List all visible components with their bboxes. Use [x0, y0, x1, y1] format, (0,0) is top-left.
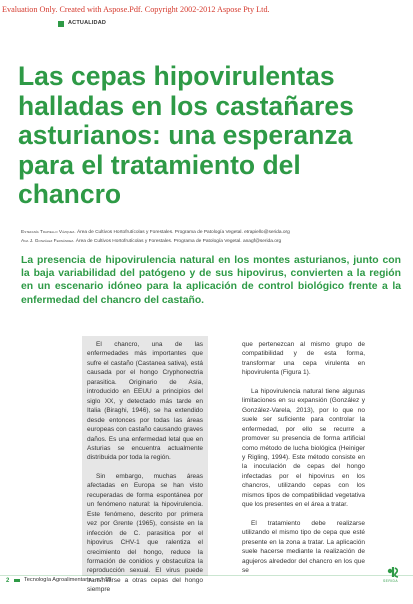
body-paragraph: La hipovirulencia natural tiene algunas limitaciones en su expansión (González y González-Varela, 2013), por lo que no suele ser suficiente para controlar la enfermedad, por ello se recurre a promover su presencia de forma artificial como método de lucha biológica (Heiniger y Rigling, 1994). Este método consiste en la inoculación de cepas del hongo infectadas por el hipovirus en los chancros, utilizando cepas con los mismos tipos de compatibilidad vegetativa que los presentes en el área a tratar.	[242, 387, 365, 509]
author-name: Ana J. González Fernández.	[21, 239, 75, 244]
evaluation-watermark: Evaluation Only. Created with Aspose.Pdf. Copyright 2002-2012 Aspose Pty Ltd.	[2, 5, 270, 14]
footer-divider	[0, 575, 413, 576]
author-affiliation: Área de Cultivos Hortofrutícolas y Forestales. Programa de Patología Vegetal. etrapiello@serida.org	[76, 230, 290, 235]
logo-text: SERIDA	[383, 579, 399, 583]
lead-paragraph: La presencia de hipovirulencia natural en los montes asturianos, junto con la baja variabilidad del patógeno y de sus hipovirus, convierten a la región en un escenario idóneo para la aplicación de control biológico frente a la enfermedad del chancro del castaño.	[21, 255, 401, 306]
author-name: Estefanía Trapiello Vázquez.	[21, 230, 76, 235]
section-marker-icon	[58, 21, 64, 27]
body-column-2	[242, 340, 365, 584]
author-line	[21, 228, 401, 237]
journal-name: Tecnología Agroalimentaria - n.º 19	[24, 577, 111, 583]
authors-block	[21, 228, 401, 246]
section-label: ACTUALIDAD	[68, 20, 107, 26]
article-body	[82, 336, 382, 594]
author-affiliation: Área de Cultivos Hortofrutícolas y Forestales. Programa de Patología Vegetal. anagf@serida.org	[75, 239, 282, 244]
author-line	[21, 237, 401, 246]
body-paragraph: Sin embargo, muchas áreas afectadas en Europa se han visto recuperadas de forma espontánea por un fenómeno natural: la hipovirulencia. Este fenómeno, descrito por primera vez por Grente (1965), consiste en la infección de C. parasitica por el hipovirus CHV-1 que ralentiza el crecimiento del hongo, reduce la formación de conidios y obstaculiza la reproducción sexual. El virus puede transmitirse a otras cepas del hongo siempre	[87, 472, 203, 594]
body-paragraph: El chancro, una de las enfermedades más importantes que sufre el castaño (Castanea sativa), está causada por el hongo Cryphonectria parasitica. Originario de Asia, introducido en EEUU a principios del siglo XX, y detectado más tarde en Italia (Biraghi, 1946), se ha extendido desde entonces por todas las áreas europeas con castaño causando graves daños. Es una enfermedad letal que en Asturias se encuentra actualmente distribuida por toda la región.	[87, 341, 203, 462]
body-paragraph: El tratamiento debe realizarse utilizando el mismo tipo de cepa que esté presente en la zona a tratar. La aplicación suele hacerse mediante la realización de agujeros alrededor del chancro en los que se	[242, 519, 365, 574]
body-column-1	[87, 340, 203, 604]
body-paragraph: que pertenezcan al mismo grupo de compatibilidad y de esta forma, transformar una cepa virulenta en hipovirulenta (Figura 1).	[242, 341, 365, 377]
page-number: 2	[6, 578, 10, 584]
footer-marker-icon	[14, 579, 20, 582]
article-title: Las cepas hipovirulentas halladas en los castañares asturianos: una esperanza para el tratamiento del chancro	[18, 61, 354, 209]
